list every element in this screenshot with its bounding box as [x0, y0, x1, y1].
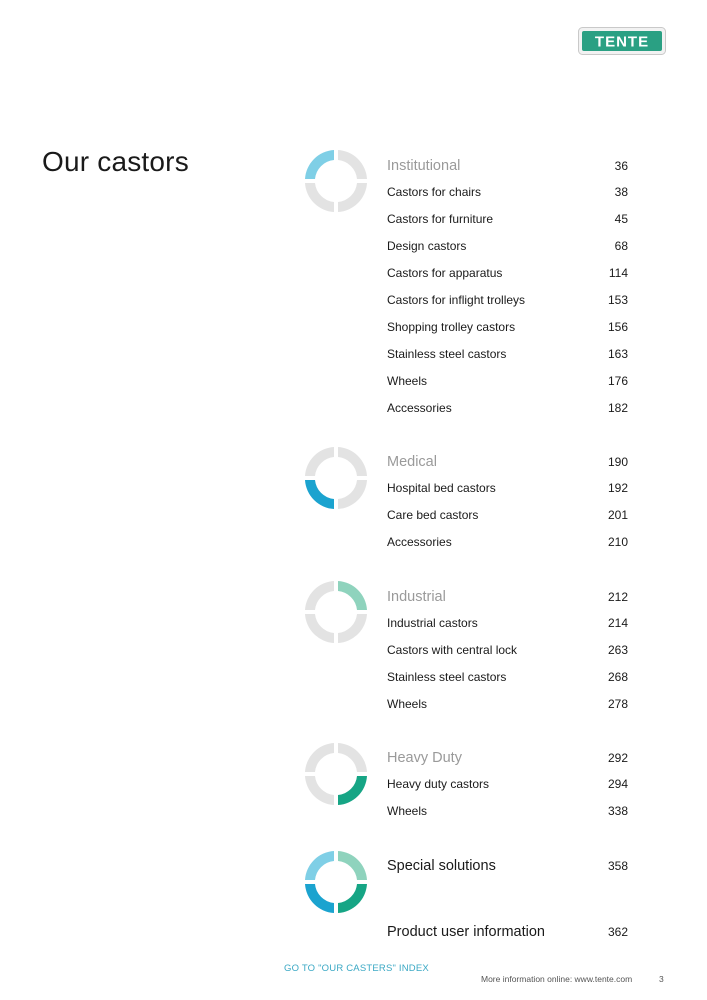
industrial-ring-icon [305, 581, 367, 643]
page-number: 212 [607, 590, 628, 604]
page-number: 190 [607, 455, 628, 469]
ring-segment-top-right [338, 581, 367, 610]
ring-segment-bottom-left [305, 614, 334, 643]
footer-page-number: 3 [659, 974, 664, 984]
ring-segment-top-left [305, 447, 334, 476]
toc-item[interactable] [387, 774, 628, 794]
heading-label: Product user information [387, 924, 545, 940]
toc-item[interactable] [387, 182, 628, 202]
page-number: 201 [607, 508, 628, 522]
item-label: Wheels [387, 697, 428, 711]
page-number: 338 [607, 804, 628, 818]
heading-label: Industrial [387, 589, 446, 605]
item-label: Castors for apparatus [387, 266, 503, 280]
item-label: Stainless steel castors [387, 670, 507, 684]
item-label: Castors for inflight trolleys [387, 293, 526, 307]
item-label: Heavy duty castors [387, 777, 490, 791]
ring-segment-top-right [338, 150, 367, 179]
ring-segment-top-left [305, 851, 334, 880]
item-label: Castors for furniture [387, 212, 494, 226]
toc-heading-institutional[interactable] [387, 156, 628, 176]
toc-item[interactable] [387, 209, 628, 229]
ring-segment-bottom-right [338, 776, 367, 805]
tente-logo [578, 27, 666, 55]
ring-segment-bottom-right [338, 884, 367, 913]
heading-label: Institutional [387, 158, 461, 174]
page-number: 38 [614, 185, 628, 199]
toc-item[interactable] [387, 317, 628, 337]
page-number: 292 [607, 751, 628, 765]
ring-segment-bottom-left [305, 884, 334, 913]
ring-segment-bottom-left [305, 776, 334, 805]
toc-item[interactable] [387, 263, 628, 283]
toc-item[interactable] [387, 478, 628, 498]
page-number: 268 [607, 670, 628, 684]
toc-item[interactable] [387, 236, 628, 256]
logo-text: TENTE [594, 33, 650, 51]
item-label: Castors with central lock [387, 643, 518, 657]
toc-item[interactable] [387, 371, 628, 391]
toc-heading-industrial[interactable] [387, 587, 628, 607]
special-solutions-ring-icon [305, 851, 367, 913]
item-label: Wheels [387, 804, 428, 818]
page-number: 362 [607, 925, 628, 939]
toc-item[interactable] [387, 667, 628, 687]
page-number: 182 [607, 401, 628, 415]
item-label: Shopping trolley castors [387, 320, 516, 334]
toc-item[interactable] [387, 344, 628, 364]
page-number: 210 [607, 535, 628, 549]
page-title: Our castors [42, 146, 189, 177]
ring-segment-top-right [338, 851, 367, 880]
heavy-duty-ring-icon [305, 743, 367, 805]
toc-item[interactable] [387, 801, 628, 821]
ring-segment-top-left [305, 581, 334, 610]
institutional-ring-icon [305, 150, 367, 212]
page-number: 68 [614, 239, 628, 253]
item-label: Accessories [387, 535, 452, 549]
page-number: 163 [607, 347, 628, 361]
item-label: Industrial castors [387, 616, 478, 630]
toc-heading-special-solutions[interactable] [387, 856, 628, 876]
page-number: 278 [607, 697, 628, 711]
ring-segment-top-left [305, 150, 334, 179]
item-label: Design castors [387, 239, 467, 253]
toc-item[interactable] [387, 398, 628, 418]
ring-segment-bottom-right [338, 183, 367, 212]
item-label: Stainless steel castors [387, 347, 507, 361]
page-number: 294 [607, 777, 628, 791]
page-number: 36 [614, 159, 628, 173]
go-to-index-link[interactable]: GO TO "OUR CASTERS" INDEX [284, 963, 429, 974]
item-label: Hospital bed castors [387, 481, 496, 495]
page-number: 214 [607, 616, 628, 630]
page-number: 156 [607, 320, 628, 334]
toc-item[interactable] [387, 290, 628, 310]
item-label: Wheels [387, 374, 428, 388]
ring-segment-bottom-right [338, 614, 367, 643]
page-number: 263 [607, 643, 628, 657]
toc-item[interactable] [387, 640, 628, 660]
heading-label: Heavy Duty [387, 750, 462, 766]
toc-item[interactable] [387, 694, 628, 714]
heading-label: Medical [387, 454, 437, 470]
heading-label: Special solutions [387, 858, 496, 874]
ring-segment-bottom-left [305, 480, 334, 509]
ring-segment-bottom-left [305, 183, 334, 212]
ring-segment-top-left [305, 743, 334, 772]
page-number: 176 [607, 374, 628, 388]
page-number: 153 [607, 293, 628, 307]
toc-item[interactable] [387, 532, 628, 552]
item-label: Accessories [387, 401, 452, 415]
medical-ring-icon [305, 447, 367, 509]
page-number: 114 [608, 266, 628, 280]
toc-item[interactable] [387, 505, 628, 525]
item-label: Castors for chairs [387, 185, 482, 199]
page-number: 45 [614, 212, 628, 226]
ring-segment-top-right [338, 447, 367, 476]
footer-info: More information online: www.tente.com [481, 974, 633, 984]
item-label: Care bed castors [387, 508, 479, 522]
toc-item[interactable] [387, 613, 628, 633]
page-number: 358 [607, 859, 628, 873]
toc-heading-medical[interactable] [387, 452, 628, 472]
toc-heading-product-user-information[interactable] [387, 922, 628, 942]
toc-heading-heavy-duty[interactable] [387, 748, 628, 768]
page-number: 192 [607, 481, 628, 495]
ring-segment-bottom-right [338, 480, 367, 509]
ring-segment-top-right [338, 743, 367, 772]
